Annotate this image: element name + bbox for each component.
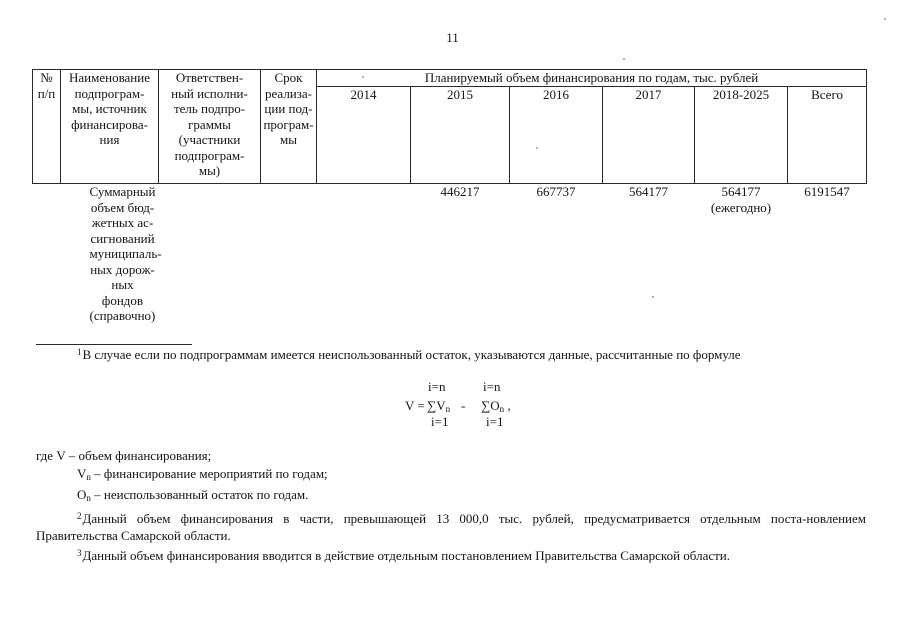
row-term <box>261 184 317 324</box>
formula-sum1-upper: i=n <box>428 379 446 394</box>
table-row <box>33 184 867 324</box>
footnote-2 <box>36 508 866 545</box>
where-2-text: – финансирование мероприятий по годам; <box>90 465 328 481</box>
scan-speck <box>623 58 625 60</box>
footnote-1-mark: 1 <box>77 347 82 357</box>
financing-table <box>32 69 867 324</box>
formula <box>405 379 555 431</box>
footnote-1 <box>36 347 876 363</box>
footnote-notes <box>36 447 866 564</box>
header-year: 2018-2025 <box>695 87 788 184</box>
where-2-symbol: V <box>77 465 87 481</box>
header-year: 2017 <box>603 87 695 184</box>
row-value-2015: 446217 <box>411 184 510 324</box>
header-term: Срок реализа- ции под- програм- мы <box>261 70 317 184</box>
where-line-2 <box>36 465 866 487</box>
formula-sum1-sub: n <box>445 404 451 414</box>
row-name: Суммарный объем бюд-жетных ас-сигнований муниципаль-ных дорож-ных фондов (справочно) <box>61 184 159 324</box>
formula-tail: , <box>504 398 511 413</box>
formula-sum1-lower: i=1 <box>431 414 449 429</box>
header-executor: Ответствен- ный исполни- тель подпро- граммы (участники подпрограм- мы) <box>159 70 261 184</box>
row-value-2018-2025: 564177 (ежегодно) <box>695 184 788 324</box>
footnote-3 <box>36 545 866 565</box>
header-num: № п/п <box>33 70 61 184</box>
formula-sum2 <box>481 398 511 414</box>
where-line-3 <box>36 486 866 508</box>
header-total: Всего <box>788 87 867 184</box>
formula-sum1-term: ∑V <box>427 398 446 413</box>
row-executor <box>159 184 261 324</box>
formula-lhs: V = <box>405 398 425 413</box>
footnote-2-mark: 2 <box>77 510 82 521</box>
table-header-row <box>33 70 867 87</box>
where-line-1: где V – объем финансирования; <box>36 448 212 463</box>
where-2-subscript: n <box>86 471 91 482</box>
header-name: Наименование подпрограм- мы, источник финансирова- ния <box>61 70 159 184</box>
row-num <box>33 184 61 324</box>
where-3-text: – неиспользованный остаток по годам. <box>90 487 309 502</box>
row-value-2014 <box>317 184 411 324</box>
footnote-1-text: В случае если по подпрограммам имеется неиспользованный остаток, указываются данные, рассчитанные по формуле <box>82 347 741 362</box>
page-number: 11 <box>446 30 459 45</box>
scan-speck <box>536 147 538 149</box>
formula-sum2-upper: i=n <box>483 379 501 394</box>
where-3-symbol: O <box>77 487 87 502</box>
header-year: 2014 <box>317 87 411 184</box>
formula-minus: - <box>461 398 466 413</box>
header-year: 2016 <box>510 87 603 184</box>
footnote-2-text: Данный объем финансирования в части, превышающей 13 000,0 тыс. рублей, предусматривается отдельным поста-новлением Правительства Самарской области. <box>36 510 866 543</box>
formula-sum2-term: ∑O <box>481 398 500 413</box>
header-year: 2015 <box>411 87 510 184</box>
formula-sum1 <box>427 398 450 414</box>
footnote-3-text: Данный объем финансирования вводится в действие отдельным постановлением Правительства Самарской области. <box>82 547 730 563</box>
footnote-3-mark: 3 <box>77 547 82 558</box>
footnote-separator <box>36 344 192 345</box>
row-value-2017: 564177 <box>603 184 695 324</box>
row-value-total: 6191547 <box>788 184 867 324</box>
where-3-subscript: n <box>86 493 91 503</box>
scan-speck <box>362 76 364 78</box>
formula-sum2-sub: n <box>499 404 505 414</box>
header-planned-financing: Планируемый объем финансирования по годам, тыс. рублей <box>317 70 867 87</box>
scan-speck <box>652 296 654 298</box>
formula-sum2-lower: i=1 <box>486 414 504 429</box>
row-value-2016: 667737 <box>510 184 603 324</box>
scan-speck <box>884 18 886 20</box>
